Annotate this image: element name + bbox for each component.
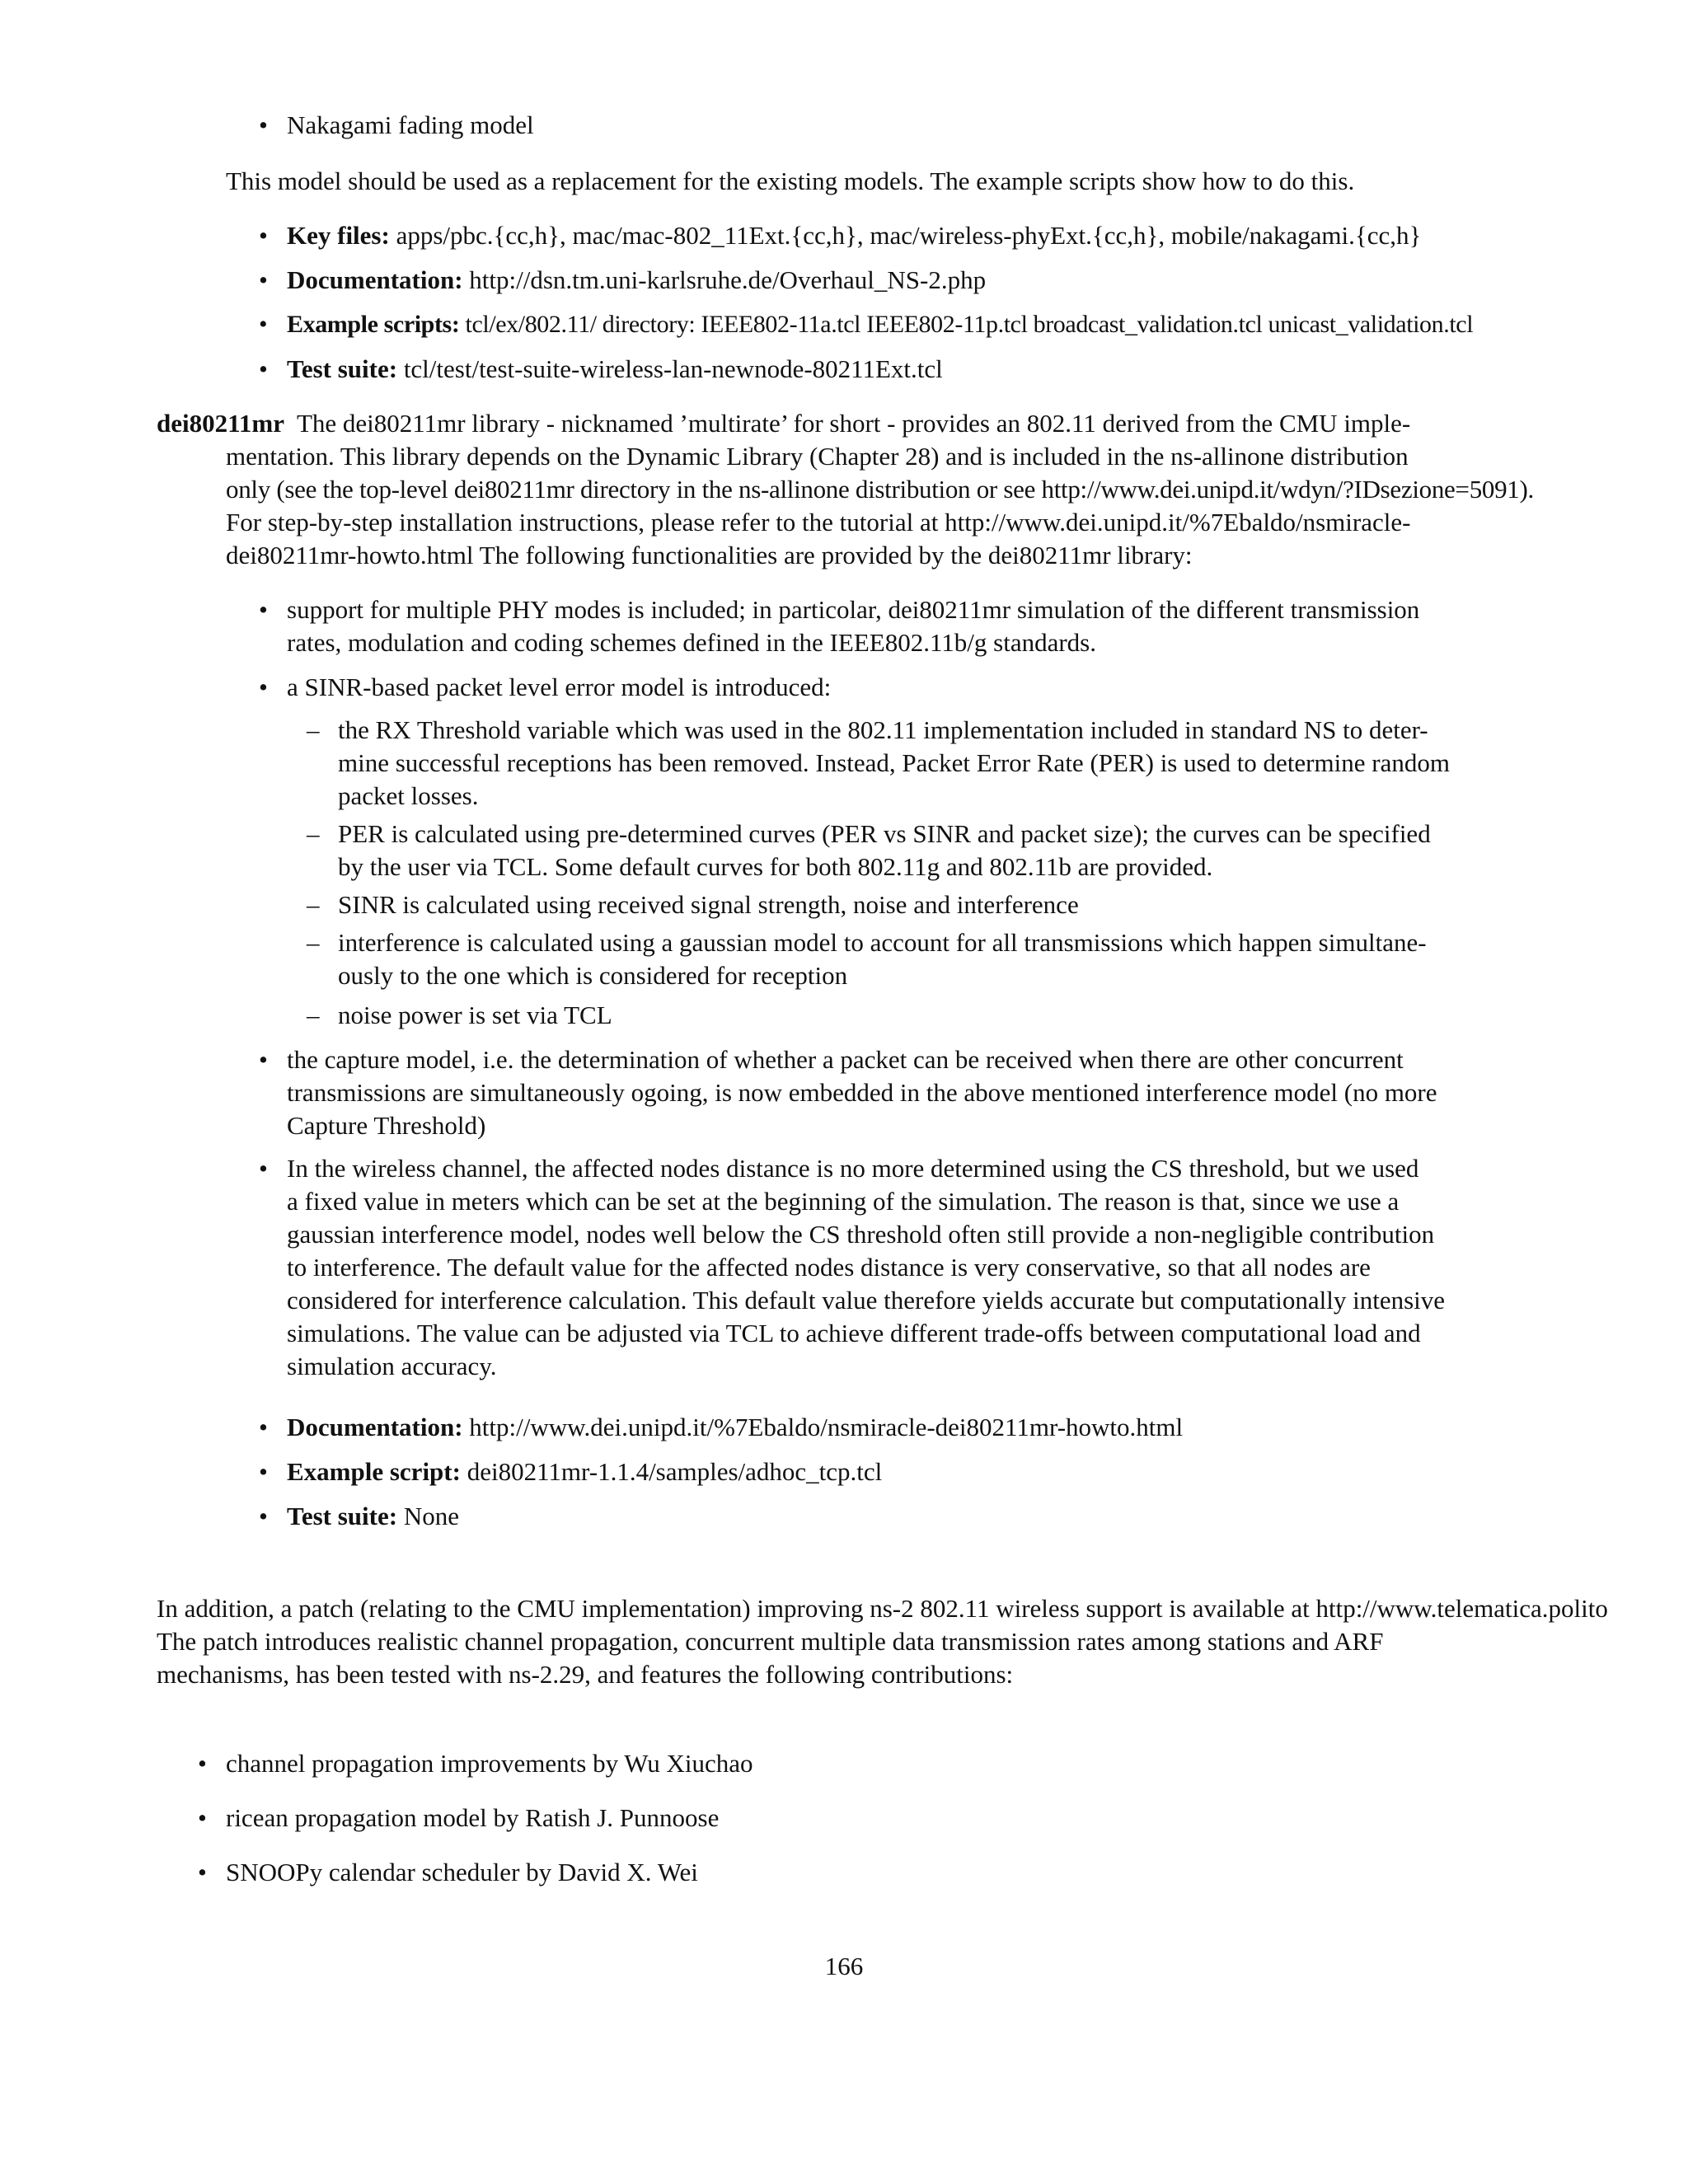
sinr-subitem-per-curves: – PER is calculated using pre-determined curves (PER vs SINR and packet size); the curves can be specified by the user via TCL. Some default curves for both 802.11g and 802.11b are provided. [307, 819, 1431, 881]
feature-capture-model: • the capture model, i.e. the determination of whether a packet can be received when there are other concurrent transmissions are simultaneously ogoing, is now embedded in the above mentioned interference model (no more Capture Threshold) [259, 1045, 1437, 1140]
bullet-icon: • [198, 1749, 207, 1778]
bullet-icon: • [259, 110, 268, 139]
item-value: tcl/test/test-suite-wireless-lan-newnode-80211Ext.tcl [403, 354, 943, 383]
bullet-icon: • [259, 1413, 268, 1441]
key-files-item [259, 219, 1531, 252]
dei-example-script-item [259, 1455, 1531, 1488]
sinr-subitem-rx-threshold: – the RX Threshold variable which was used in the 802.11 implementation included in standard NS to deter- mine successful receptions has been removed. Instead, Packet Error Rate (PER) is used to determine random packet losses. [307, 715, 1450, 810]
bullet-icon: • [259, 673, 268, 701]
bullet-icon: • [259, 354, 268, 383]
bullet-icon: • [259, 311, 268, 338]
item-value: tcl/ex/802.11/ directory: IEEE802-11a.tcl IEEE802-11p.tcl broadcast_validation.tcl unicast_validation.tcl [465, 311, 1474, 338]
item-label: Documentation: [287, 265, 463, 294]
contribution-snoopy-scheduler: • SNOOPy calendar scheduler by David X. Wei [226, 1856, 698, 1889]
bullet-icon: • [259, 221, 268, 250]
dash-icon: – [307, 928, 320, 957]
item-value: None [403, 1502, 459, 1530]
list-item-nakagami [259, 109, 1531, 142]
item-label: Test suite: [287, 1502, 398, 1530]
sinr-subitem-noise: – noise power is set via TCL [338, 999, 1531, 1032]
item-value: apps/pbc.{cc,h}, mac/mac-802_11Ext.{cc,h}, mac/wireless-phyExt.{cc,h}, mobile/nakagami.{cc,h} [396, 221, 1422, 250]
feature-wireless-channel: • In the wireless channel, the affected nodes distance is no more determined using the CS threshold, but we used a fixed value in meters which can be set at the beginning of the simulation. The reason is that, since we use a gaussian interference model, nodes well below the CS threshold often still provide a non-negligible contribution to interference. The default value for the affected nodes distance is very conservative, so that all nodes are considered for interference calculation. This default value therefore yields accurate but computationally intensive simulations. The value can be adjusted via TCL to achieve different trade-offs between computational load and simulation accuracy. [259, 1154, 1446, 1380]
page-number: 166 [824, 1952, 864, 1980]
dei-documentation-item [259, 1411, 1531, 1444]
patch-paragraph: In addition, a patch (relating to the CMU implementation) improving ns-2 802.11 wireless support is available at http://www.telematica.polito The patch introduces realistic channel propagation, concurrent multiple data transmission rates among stations and ARF mechanisms, has been tested with ns-2.29, and features the following contributions: [157, 1594, 1608, 1689]
dei80211mr-term: dei80211mr [157, 409, 284, 438]
dash-icon: – [307, 715, 320, 744]
bullet-icon: • [259, 1457, 268, 1486]
feature-phy-modes: • support for multiple PHY modes is included; in particolar, dei80211mr simulation of the different transmission rates, modulation and coding schemes defined in the IEEE802.11b/g standards. [259, 595, 1420, 657]
dash-icon: – [307, 819, 320, 848]
contribution-channel-propagation: • channel propagation improvements by Wu Xiuchao [226, 1747, 753, 1780]
bullet-icon: • [259, 595, 268, 624]
bullet-icon: • [259, 1502, 268, 1530]
bullet-icon: • [198, 1858, 207, 1886]
item-value: http://dsn.tm.uni-karlsruhe.de/Overhaul_NS-2.php [469, 265, 987, 294]
bullet-icon: • [259, 265, 268, 294]
feature-sinr-model: • a SINR-based packet level error model is introduced: [287, 671, 1531, 704]
dei80211mr-line-5: dei80211mr-howto.html The following functionalities are provided by the dei80211mr library: [226, 541, 1193, 569]
sinr-subitem-interference: – interference is calculated using a gaussian model to account for all transmissions which happen simultane- ously to the one which is considered for reception [307, 928, 1427, 990]
dei80211mr-line-4: For step-by-step installation instructions, please refer to the tutorial at http://www.dei.unipd.it/%7Ebaldo/nsmiracle- [226, 508, 1411, 537]
dei80211mr-line-1: dei80211mr The dei80211mr library - nicknamed ’multirate’ for short - provides an 802.11 derived from the CMU imple- [157, 409, 1411, 438]
item-label: Example scripts: [287, 311, 460, 338]
dei80211mr-line-3: only (see the top-level dei80211mr directory in the ns-allinone distribution or see http://www.dei.unipd.it/wdyn/?IDsezione=5091). [226, 475, 1534, 504]
item-label: Key files: [287, 221, 390, 250]
list-item-text: Nakagami fading model [287, 110, 534, 139]
bullet-icon: • [259, 1154, 268, 1183]
item-label: Example script: [287, 1457, 461, 1486]
test-suite-item [259, 353, 1531, 386]
contribution-ricean-model: • ricean propagation model by Ratish J. Punnoose [226, 1802, 719, 1835]
item-value: http://www.dei.unipd.it/%7Ebaldo/nsmiracle-dei80211mr-howto.html [469, 1413, 1184, 1441]
item-label: Documentation: [287, 1413, 463, 1441]
example-scripts-item [259, 308, 1531, 341]
bullet-icon: • [198, 1803, 207, 1832]
dash-icon: – [307, 1001, 320, 1029]
documentation-item [259, 264, 1531, 297]
bullet-icon: • [259, 1045, 268, 1074]
dash-icon: – [307, 890, 320, 919]
sinr-subitem-calculation: – SINR is calculated using received signal strength, noise and interference [338, 888, 1531, 921]
item-label: Test suite: [287, 354, 398, 383]
dei80211mr-line-2: mentation. This library depends on the Dynamic Library (Chapter 28) and is included in the ns-allinone distribution [226, 442, 1409, 471]
nakagami-intro-paragraph: This model should be used as a replacement for the existing models. The example scripts show how to do this. [226, 166, 1355, 195]
dei-test-suite-item [259, 1500, 1531, 1533]
item-value: dei80211mr-1.1.4/samples/adhoc_tcp.tcl [467, 1457, 883, 1486]
